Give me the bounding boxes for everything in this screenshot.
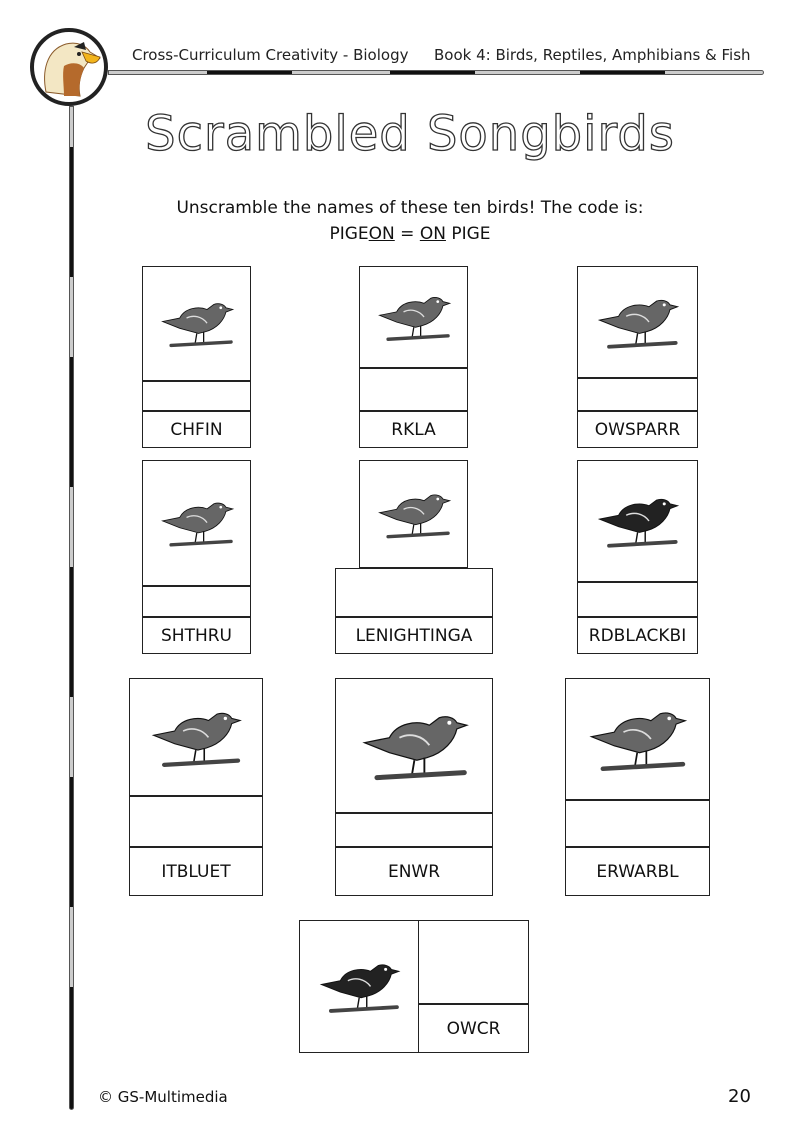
scrambled-name-box: [142, 411, 251, 448]
scrambled-name: ITBLUET: [161, 861, 231, 882]
answer-box[interactable]: [335, 813, 493, 847]
bluetit-bird-icon: [130, 679, 262, 795]
scrambled-name-box: [577, 617, 698, 654]
page-title: Scrambled Songbirds: [145, 106, 675, 162]
scrambled-name-box: [418, 1004, 529, 1053]
answer-box[interactable]: [418, 920, 529, 1004]
bird-picture-box: [359, 460, 468, 568]
code-equals: =: [394, 224, 420, 244]
answer-box[interactable]: [142, 381, 251, 411]
scrambled-name: RKLA: [391, 419, 436, 440]
bird-picture-box: [577, 460, 698, 582]
header-decorative-rule: [108, 70, 764, 75]
scrambled-name-box: [129, 847, 263, 896]
scrambled-name: OWSPARR: [594, 419, 681, 440]
book-title: Book 4: Birds, Reptiles, Amphibians & Fish: [434, 46, 751, 64]
crow-bird-icon: [300, 921, 418, 1052]
blackbird-bird-icon: [578, 461, 697, 581]
bird-picture-box: [299, 920, 419, 1053]
answer-box[interactable]: [577, 582, 698, 617]
lark-bird-icon: [360, 267, 467, 367]
answer-box[interactable]: [129, 796, 263, 847]
answer-box[interactable]: [359, 368, 468, 411]
scrambled-name-box: [142, 617, 251, 654]
scrambled-name-box: [565, 847, 710, 896]
code-part-underlined: ON: [368, 224, 395, 244]
page-number: 20: [728, 1086, 751, 1107]
bird-picture-box: [129, 678, 263, 796]
code-part-underlined: ON: [419, 224, 446, 244]
bird-picture-box: [142, 460, 251, 586]
scrambled-name: RDBLACKBI: [588, 625, 687, 646]
answer-box[interactable]: [142, 586, 251, 617]
sparrow-bird-icon: [578, 267, 697, 377]
scrambled-name-box: [335, 847, 493, 896]
answer-box[interactable]: [565, 800, 710, 847]
code-part: PIGE: [329, 224, 369, 244]
bird-picture-box: [335, 678, 493, 813]
series-title: Cross-Curriculum Creativity - Biology: [132, 46, 409, 64]
scrambled-name: ENWR: [387, 861, 441, 882]
answer-box[interactable]: [335, 568, 493, 617]
warbler-bird-icon: [566, 679, 709, 799]
wren-bird-icon: [336, 679, 492, 812]
bird-picture-box: [565, 678, 710, 800]
bird-picture-box: [142, 266, 251, 381]
code-example: [0, 224, 800, 244]
copyright: © GS-Multimedia: [98, 1088, 228, 1106]
code-part: PIGE: [445, 224, 491, 244]
answer-box[interactable]: [577, 378, 698, 411]
scrambled-name: OWCR: [446, 1018, 501, 1039]
bullfinch-bird-icon: [143, 267, 250, 380]
scrambled-name: LENIGHTINGA: [355, 625, 473, 646]
scrambled-name: ERWARBL: [596, 861, 679, 882]
scrambled-name-box: [335, 617, 493, 654]
thrush-bird-icon: [143, 461, 250, 585]
scrambled-name-box: [359, 411, 468, 448]
instructions-text: Unscramble the names of these ten birds! The code is:: [176, 198, 644, 218]
scrambled-name-box: [577, 411, 698, 448]
scrambled-name: CHFIN: [170, 419, 223, 440]
bird-picture-box: [577, 266, 698, 378]
eagle-logo-icon: [30, 28, 108, 106]
scrambled-name: SHTHRU: [161, 625, 232, 646]
nightingale-bird-icon: [360, 461, 467, 567]
bird-picture-box: [359, 266, 468, 368]
side-decorative-rule: [69, 106, 74, 1110]
